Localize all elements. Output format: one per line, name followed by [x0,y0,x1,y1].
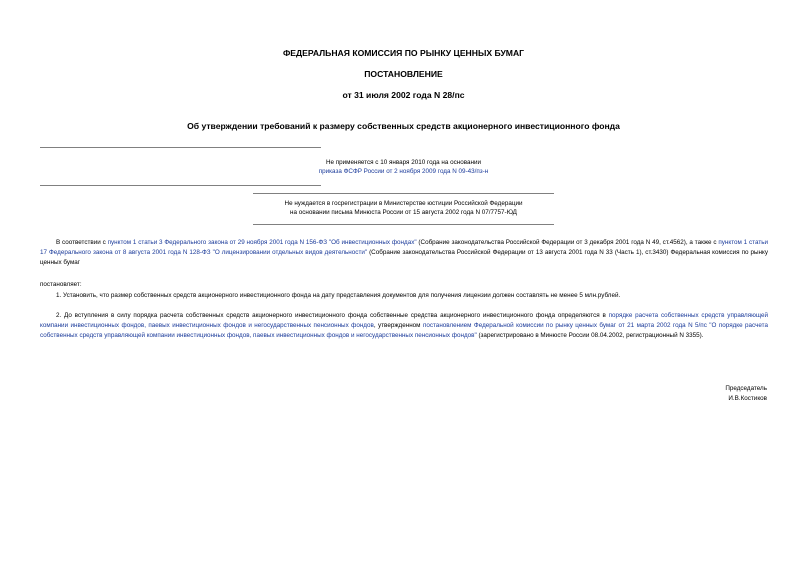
document-date-number: от 31 июля 2002 года N 28/пс [342,90,465,100]
divider [253,224,554,225]
signature-block [725,384,767,404]
registration-note [0,199,807,217]
item-1-paragraph: 1. Установить, что размер собственных средств акционерного инвестиционного фонда на дату представления документов для получения лицензии должен составлять не менее 5 млн.рублей. [56,292,621,299]
document-type: ПОСТАНОВЛЕНИЕ [364,69,443,79]
status-note [0,158,807,176]
preamble-text: В соответствии с [56,239,108,246]
signatory-name: И.В.Костиков [728,395,767,402]
registration-note-line: на основании письма Минюста России от 15 августа 2002 года N 07/7757-ЮД [290,209,517,216]
divider [253,193,554,194]
preamble-paragraph [40,238,768,269]
fcsm-resolution-link[interactable]: постановлением Федеральной комиссии по рынку ценных бумаг от 21 марта 2002 года N 5/пс "О порядке расчета собственных средств управляющей компании инвестиционных фондов, паевых инвестиционных фондов и негосударственных пенсионных фондов" [40,322,768,340]
preamble-text: (Собрание законодательства Российской Федерации от 3 декабря 2001 года N 49, ст.4562), а также с [416,239,719,246]
issuing-organization: ФЕДЕРАЛЬНАЯ КОМИССИЯ ПО РЫНКУ ЦЕННЫХ БУМАГ [282,48,525,58]
divider [40,147,321,148]
calculation-procedure-link[interactable]: порядке расчета собственных средств управляющей компании инвестиционных фондов, паевых инвестиционных фондов и негосударственных пенсионных фондов [40,312,768,330]
registration-note-line: Не нуждается в госрегистрации в Министерстве юстиции Российской Федерации [284,200,523,207]
item-2-text: (зарегистрировано в Минюсте России 08.04.2002, регистрационный N 3355). [476,332,704,340]
investment-funds-law-link[interactable]: пунктом 1 статьи 3 Федерального закона от 29 ноября 2001 года N 156-ФЗ "Об инвестиционных фондах" [107,239,417,246]
divider [40,185,321,186]
item-2-text: 2. До вступления в силу порядка расчета собственных средств акционерного инвестиционного фонда собственные средства акционерного инвестиционного фонда определяются в [56,312,609,319]
status-note-text: Не применяется с 10 января 2010 года на основании [325,159,482,166]
signatory-position: Председатель [725,385,767,392]
licensing-law-link[interactable]: пунктом 1 статьи 17 Федерального закона от 8 августа 2001 года N 128-ФЗ "О лицензировании отдельных видов деятельности" [40,239,769,257]
preamble-text: (Собрание законодательства Российской Федерации от 13 августа 2001 года N 33 (Часть 1), ст.3430) Федеральная комиссия по рынку ценных бумаг [40,249,768,267]
decree-word: постановляет: [40,281,82,288]
revoking-order-link[interactable]: приказа ФСФР России от 2 ноября 2009 года N 09-43/пз-н [318,168,489,175]
document-title: Об утверждении требований к размеру собственных средств акционерного инвестиционного фонда [187,121,620,131]
item-2-paragraph [40,311,768,342]
item-2-text: , утвержденном [373,322,423,330]
